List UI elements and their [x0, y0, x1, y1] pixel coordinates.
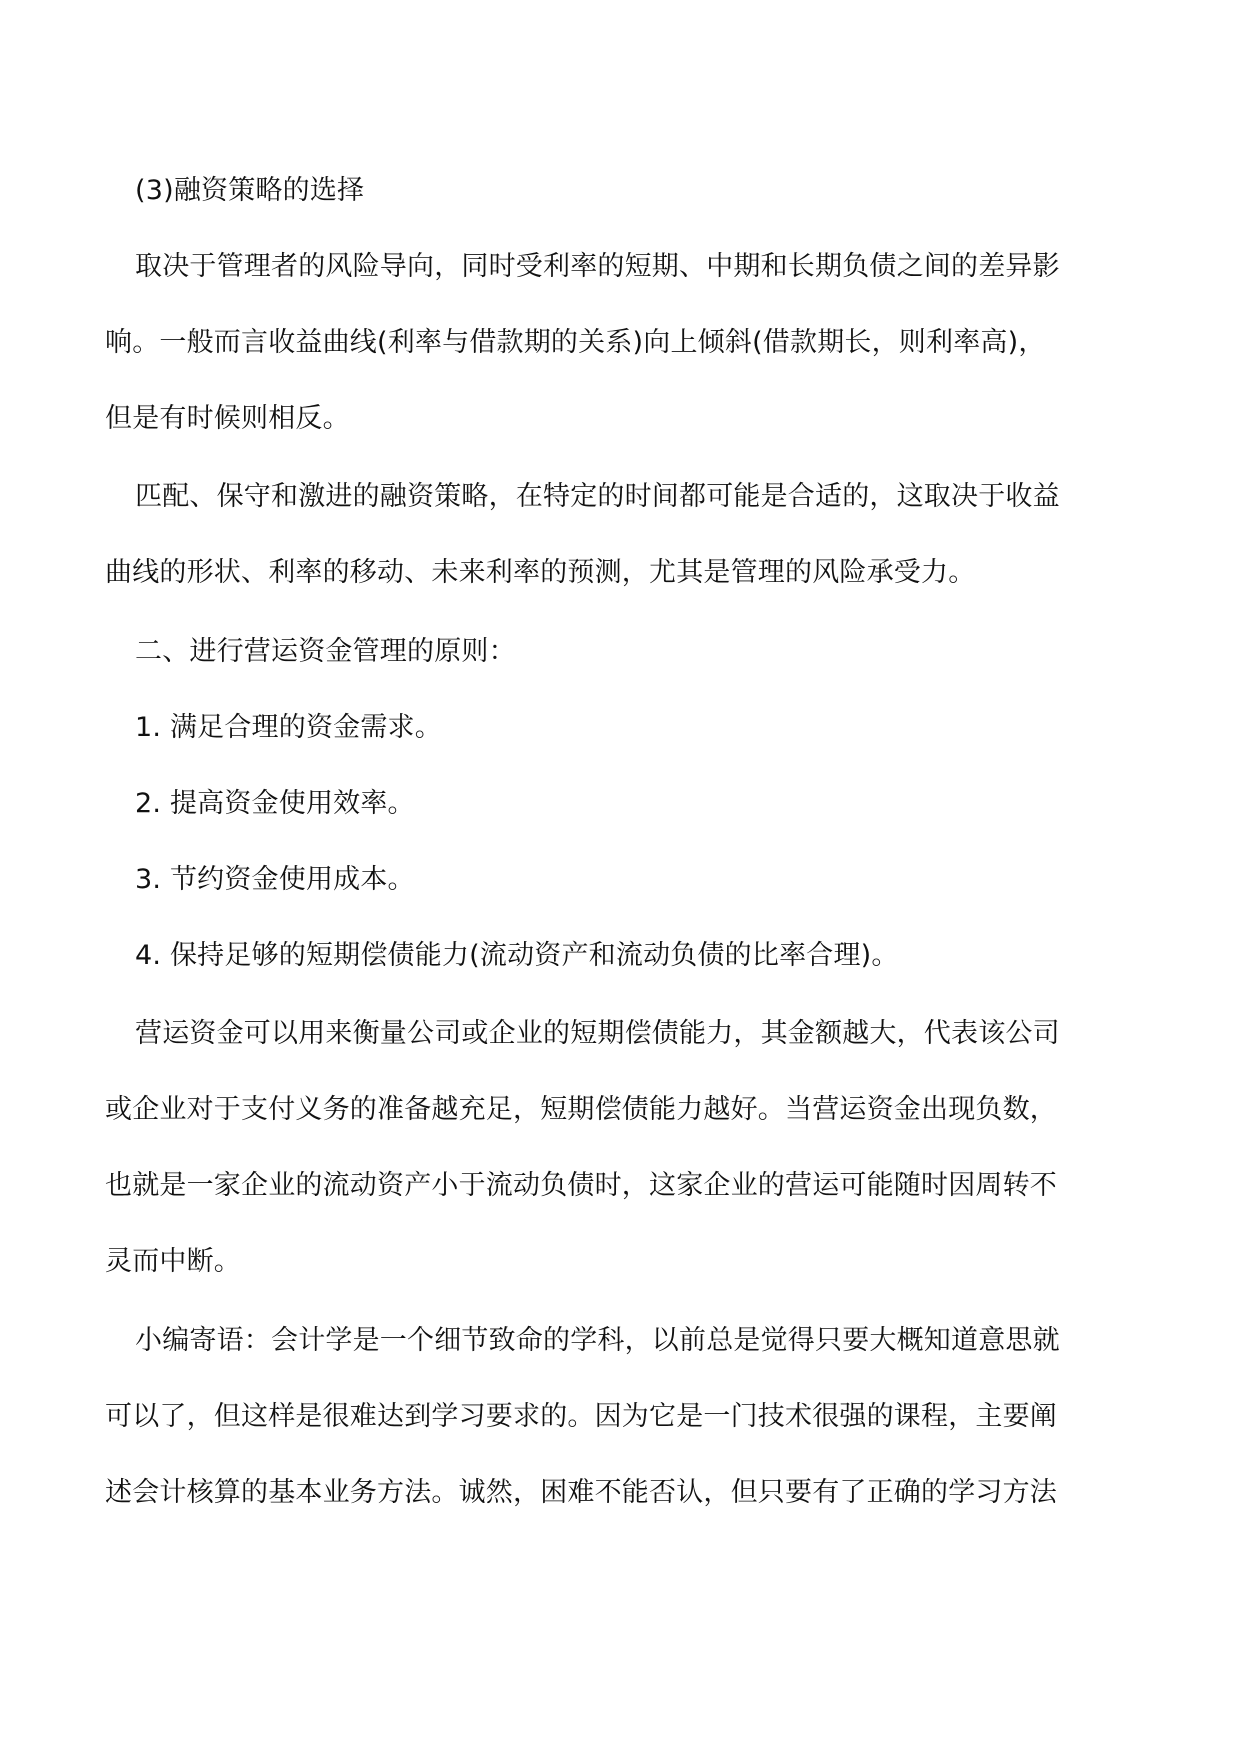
paragraph-line: 或企业对于支付义务的准备越充足，短期偿债能力越好。当营运资金出现负数， [105, 1094, 1057, 1125]
paragraph-line: 灵而中断。 [105, 1246, 241, 1277]
paragraph-line: 述会计核算的基本业务方法。诚然，困难不能否认，但只要有了正确的学习方法 [105, 1477, 1057, 1508]
list-item: 3. 节约资金使用成本。 [135, 864, 415, 895]
paragraph-line: 营运资金可以用来衡量公司或企业的短期偿债能力，其金额越大，代表该公司 [135, 1018, 1060, 1049]
paragraph-line: 小编寄语：会计学是一个细节致命的学科，以前总是觉得只要大概知道意思就 [135, 1325, 1060, 1356]
list-item: 4. 保持足够的短期偿债能力(流动资产和流动负债的比率合理)。 [135, 940, 899, 971]
list-item: 1. 满足合理的资金需求。 [135, 712, 442, 743]
section-heading: 二、进行营运资金管理的原则： [135, 636, 516, 667]
paragraph-line: 也就是一家企业的流动资产小于流动负债时，这家企业的营运可能随时因周转不 [105, 1170, 1057, 1201]
paragraph-line: 曲线的形状、利率的移动、未来利率的预测，尤其是管理的风险承受力。 [105, 557, 976, 588]
paragraph-line: 匹配、保守和激进的融资策略，在特定的时间都可能是合适的，这取决于收益 [135, 481, 1060, 512]
paragraph-line: 可以了，但这样是很难达到学习要求的。因为它是一门技术很强的课程，主要阐 [105, 1401, 1057, 1432]
section-heading: (3)融资策略的选择 [135, 175, 365, 206]
paragraph-line: 取决于管理者的风险导向，同时受利率的短期、中期和长期负债之间的差异影 [135, 251, 1060, 282]
paragraph-line: 响。一般而言收益曲线(利率与借款期的关系)向上倾斜(借款期长，则利率高)， [105, 327, 1046, 358]
list-item: 2. 提高资金使用效率。 [135, 788, 415, 819]
paragraph-line: 但是有时候则相反。 [105, 403, 350, 434]
